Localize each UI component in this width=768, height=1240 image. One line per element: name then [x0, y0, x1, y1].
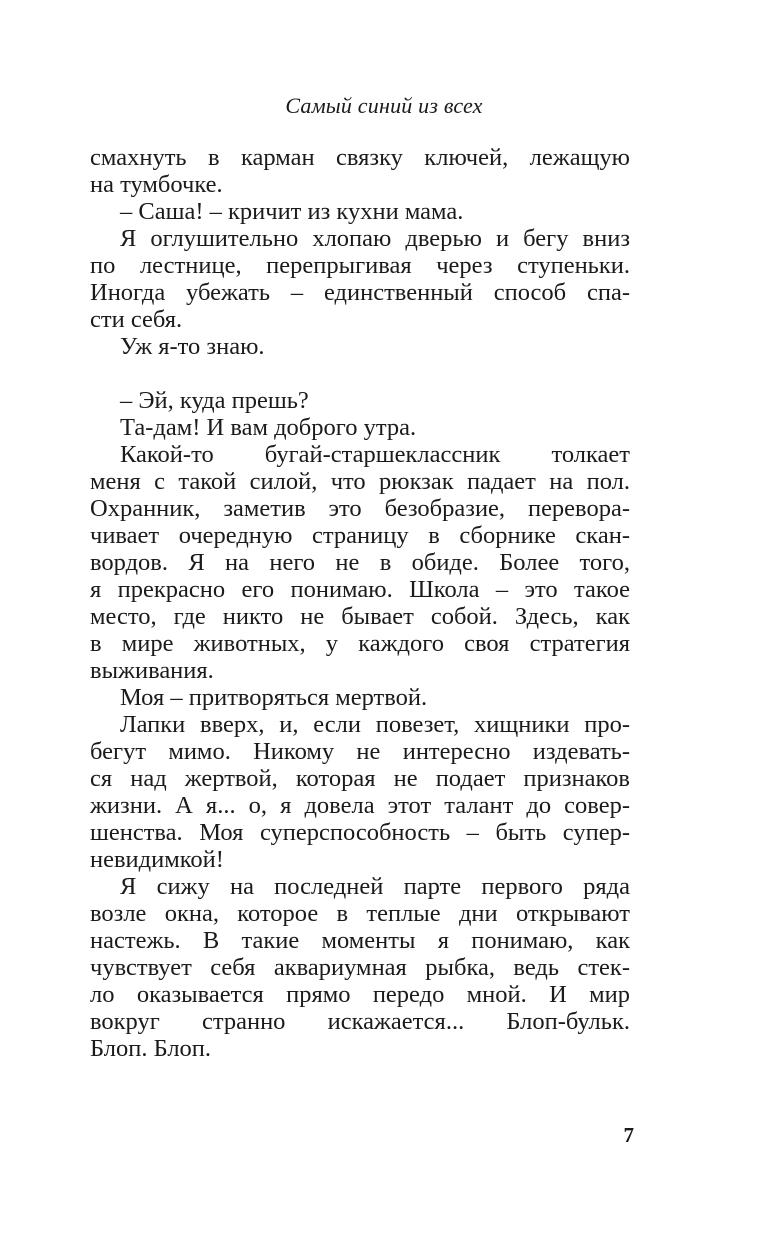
text-line: смахнуть в карман связку ключей, лежащую — [90, 144, 630, 171]
text-line: по лестнице, перепрыгивая через ступеньки. — [90, 252, 630, 279]
text-line: жизни. А я... о, я довела этот талант до совер- — [90, 792, 630, 819]
page-number: 7 — [623, 1123, 634, 1147]
text-line: – Саша! – кричит из кухни мама. — [120, 198, 464, 225]
text-line: Лапки вверх, и, если повезет, хищники про- — [120, 711, 630, 738]
text-line: Блоп. Блоп. — [90, 1035, 212, 1062]
text-line: вордов. Я на него не в обиде. Более того, — [90, 549, 630, 576]
text-line: вокруг странно искажается... Блоп-бульк. — [90, 1008, 630, 1035]
text-line: Какой-то бугай-старшеклассник толкает — [120, 441, 630, 468]
text-line: Моя – притворяться мертвой. — [120, 684, 428, 711]
body-text — [90, 144, 630, 1062]
text-line: выживания. — [90, 657, 214, 684]
text-line: невидимкой! — [90, 846, 224, 873]
text-line: бегут мимо. Никому не интересно издевать- — [90, 738, 630, 765]
text-line: на тумбочке. — [90, 171, 223, 198]
text-line: Я сижу на последней парте первого ряда — [120, 873, 630, 900]
text-line: место, где никто не бывает собой. Здесь, как — [90, 603, 630, 630]
text-line: Я оглушительно хлопаю дверью и бегу вниз — [120, 225, 630, 252]
text-line: я прекрасно его понимаю. Школа – это такое — [90, 576, 630, 603]
text-line: Иногда убежать – единственный способ спа- — [90, 279, 630, 306]
text-line: – Эй, куда прешь? — [120, 387, 309, 414]
section-break — [90, 360, 630, 387]
text-line: чивает очередную страницу в сборнике скан- — [90, 522, 630, 549]
text-line: ся над жертвой, которая не подает признаков — [90, 765, 630, 792]
text-line: сти себя. — [90, 306, 183, 333]
text-line: в мире животных, у каждого своя стратегия — [90, 630, 630, 657]
running-head: Самый синий из всех — [285, 93, 483, 118]
text-line: возле окна, которое в теплые дни открывают — [90, 900, 630, 927]
text-line: меня с такой силой, что рюкзак падает на пол. — [90, 468, 630, 495]
text-line: Охранник, заметив это безобразие, перевора- — [90, 495, 630, 522]
text-line: Та-дам! И вам доброго утра. — [120, 414, 417, 441]
text-line: настежь. В такие моменты я понимаю, как — [90, 927, 630, 954]
text-line: чувствует себя аквариумная рыбка, ведь стек- — [90, 954, 630, 981]
text-line: шенства. Моя суперспособность – быть супер- — [90, 819, 630, 846]
text-line: ло оказывается прямо передо мной. И мир — [90, 981, 630, 1008]
text-line: Уж я-то знаю. — [120, 333, 265, 360]
